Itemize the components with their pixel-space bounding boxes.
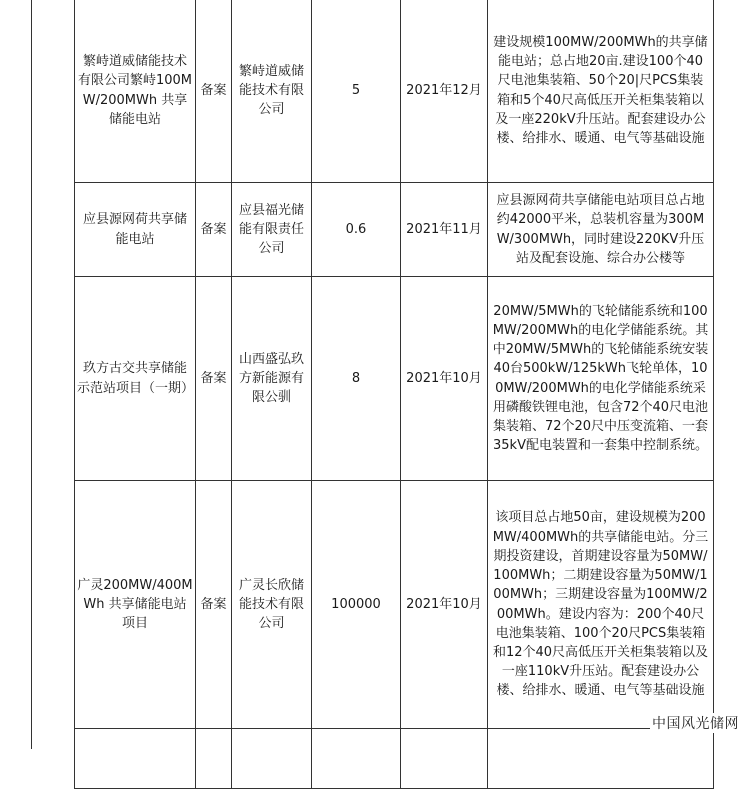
company-cell: 应县福光储能有限责任公司 <box>232 183 312 277</box>
project-name-cell: 应县源网荷共享储能电站 <box>75 183 196 277</box>
date-cell: 2021年10月 <box>401 277 488 481</box>
project-name-cell: 广灵200MW/400MWh 共享储能电站项目 <box>75 481 196 729</box>
value-cell: 0.6 <box>312 183 401 277</box>
description-cell: 应县源网荷共享储能电站项目总占地约42000平米，总装机容量为300MW/300MWh，同时建设220KV升压站及配套设施、综合办公楼等 <box>488 183 714 277</box>
table-row <box>75 481 714 729</box>
project-name-cell: 玖方古交共享储能示范站项目（一期） <box>75 277 196 481</box>
company-cell: 广灵长欣储能技术有限公司 <box>232 481 312 729</box>
date-cell: 2021年10月 <box>401 481 488 729</box>
table-row <box>75 0 714 183</box>
company-cell: 山西盛弘玖方新能源有限公驯 <box>232 277 312 481</box>
filing-type-cell: 备案 <box>196 0 232 183</box>
description-cell: 建设规模100MW/200MWh的共享储能电站；总占地20亩.建设100个40尺电池集装箱、50个20|尺PCS集装箱和5个40尺高低压开关柜集装箱以及一座220kV升压站。配套建设办公楼、给排水、暖通、电气等基础设施 <box>488 0 714 183</box>
empty-cell <box>196 729 232 789</box>
left-border-line <box>31 0 32 749</box>
empty-cell <box>401 729 488 789</box>
description-cell: 该项目总占地50亩，建设规模为200MW/400MWh的共享储能电站。分三期投资建设，首期建设容量为50MW/100MWh；二期建设容量为50MW/100MWh；三期建设容量为100MW/200MWh。建设内容为：200个40尺电池集装箱、100个20尺PCS集装箱和12个40尺高低压开关柜集装箱以及一座110kV升压站。配套建设办公楼、给排水、暖通、电气等基础设施 <box>488 481 714 729</box>
energy-storage-projects-table <box>74 0 714 789</box>
company-cell: 繁峙道威储能技术有限公司 <box>232 0 312 183</box>
value-cell: 8 <box>312 277 401 481</box>
empty-cell <box>312 729 401 789</box>
date-cell: 2021年12月 <box>401 0 488 183</box>
empty-cell <box>232 729 312 789</box>
value-cell: 5 <box>312 0 401 183</box>
table-row-partial <box>75 729 714 789</box>
project-name-cell: 繁峙道威储能技术有限公司繁峙100MW/200MWh 共享储能电站 <box>75 0 196 183</box>
filing-type-cell: 备案 <box>196 183 232 277</box>
value-cell: 100000 <box>312 481 401 729</box>
table-row <box>75 183 714 277</box>
filing-type-cell: 备案 <box>196 481 232 729</box>
filing-type-cell: 备案 <box>196 277 232 481</box>
empty-cell <box>488 729 714 789</box>
date-cell: 2021年11月 <box>401 183 488 277</box>
description-cell: 20MW/5MWh的飞轮储能系统和100MW/200MWh的电化学储能系统。其中20MW/5MWh的飞轮储能系统安装40台500kW/125kWh飞轮单体，100MW/200MWh的电化学储能系统采用磷酸铁锂电池，包含72个40尺电池集装箱、72个20尺中压变流箱、一套35kV配电装置和一套集中控制系统。 <box>488 277 714 481</box>
table-row <box>75 277 714 481</box>
site-watermark: 中国风光储网 <box>650 713 741 733</box>
empty-cell <box>75 729 196 789</box>
